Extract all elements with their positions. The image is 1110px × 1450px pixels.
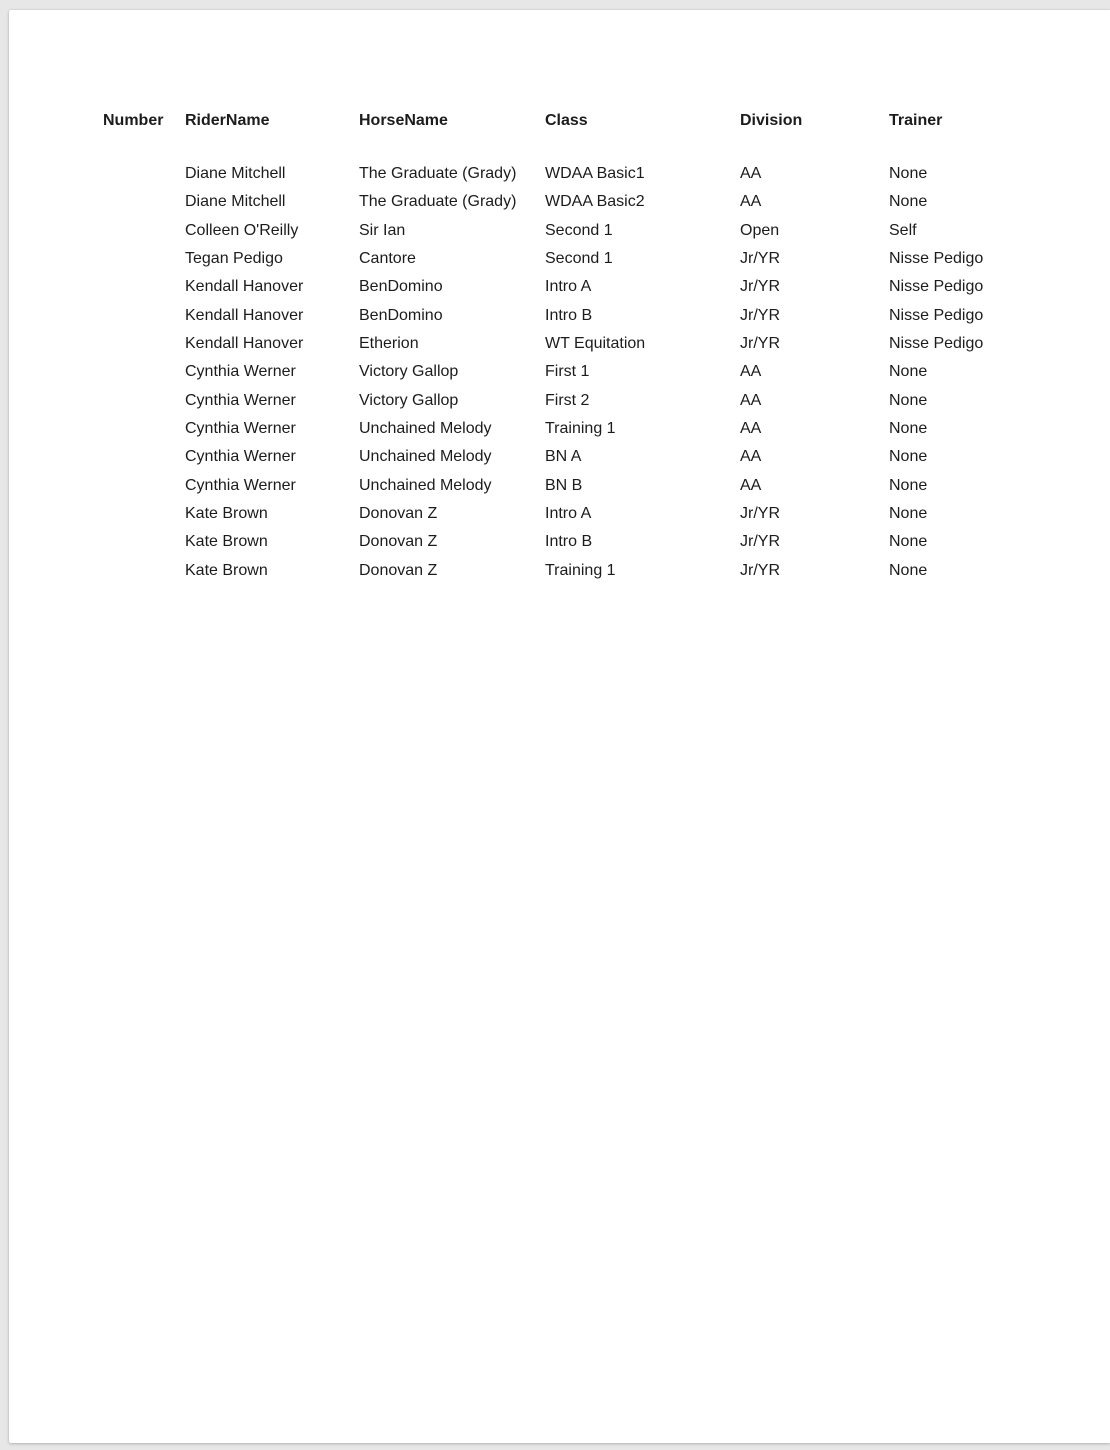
table-cell: None	[889, 165, 928, 182]
table-cell	[103, 245, 185, 273]
table-cell: AA	[740, 476, 762, 494]
table-cell: None	[889, 448, 928, 466]
table-cell: AA	[740, 165, 762, 182]
table-cell: BenDomino	[359, 306, 443, 324]
table-body	[9, 160, 1110, 585]
table-cell: Second 1	[545, 221, 613, 239]
table-cell: None	[889, 391, 928, 409]
table-cell: Unchained Melody	[359, 448, 492, 466]
table-cell	[103, 500, 185, 528]
table-cell: Cynthia Werner	[185, 448, 296, 466]
table-cell: Cynthia Werner	[185, 363, 296, 381]
table-cell: Intro A	[545, 278, 592, 296]
table-cell: Cynthia Werner	[185, 391, 296, 409]
document-page	[9, 10, 1110, 1443]
table-cell: Jr/YR	[740, 250, 780, 268]
table-row	[9, 160, 1110, 188]
table-cell: Jr/YR	[740, 505, 780, 523]
table-cell: WDAA Basic1	[545, 165, 645, 182]
table-row	[9, 387, 1110, 415]
table-cell: Nisse Pedigo	[889, 335, 984, 353]
table-cell	[103, 330, 185, 358]
table-cell: BN A	[545, 448, 582, 466]
table-cell: Self	[889, 221, 917, 239]
table-cell: Kate Brown	[185, 533, 268, 551]
table-cell: BenDomino	[359, 278, 443, 296]
table-cell: Donovan Z	[359, 533, 438, 551]
column-header: Trainer	[889, 112, 943, 129]
table-cell	[103, 472, 185, 500]
entries-table	[9, 107, 1110, 585]
table-cell	[103, 302, 185, 330]
table-row	[9, 188, 1110, 216]
table-cell: Tegan Pedigo	[185, 250, 283, 268]
table-row	[9, 500, 1110, 528]
table-cell	[103, 528, 185, 556]
table-cell: None	[889, 476, 928, 494]
table-cell: None	[889, 420, 928, 438]
table-cell	[103, 443, 185, 471]
table-cell: Victory Gallop	[359, 363, 459, 381]
table-row	[9, 528, 1110, 556]
table-cell: None	[889, 363, 928, 381]
table-cell: Kendall Hanover	[185, 306, 304, 324]
table-cell: Kate Brown	[185, 505, 268, 523]
table-cell: AA	[740, 448, 762, 466]
table-cell: Training 1	[545, 561, 616, 579]
table-cell: Diane Mitchell	[185, 165, 286, 182]
table-cell: Jr/YR	[740, 335, 780, 353]
table-cell: None	[889, 505, 928, 523]
table-cell: Intro B	[545, 306, 593, 324]
table-cell	[103, 217, 185, 245]
table-row	[9, 358, 1110, 386]
table-cell	[103, 358, 185, 386]
table-cell: Jr/YR	[740, 306, 780, 324]
table-cell: Cynthia Werner	[185, 476, 296, 494]
table-cell: Victory Gallop	[359, 391, 459, 409]
table-header-spacer	[9, 135, 1110, 160]
table-row	[9, 330, 1110, 358]
table-cell: Nisse Pedigo	[889, 278, 984, 296]
table-cell	[103, 415, 185, 443]
table-cell: None	[889, 533, 928, 551]
table-cell: Intro A	[545, 505, 592, 523]
table-cell: Unchained Melody	[359, 476, 492, 494]
table-cell: First 2	[545, 391, 590, 409]
table-cell: WT Equitation	[545, 335, 646, 353]
table-cell	[103, 387, 185, 415]
table-cell: AA	[740, 363, 762, 381]
table-cell: Etherion	[359, 335, 419, 353]
table-cell: The Graduate (Grady)	[359, 165, 517, 182]
table-cell: Cantore	[359, 250, 416, 268]
table-row	[9, 245, 1110, 273]
table-cell	[103, 273, 185, 301]
column-header: Class	[545, 112, 588, 129]
table-cell: Training 1	[545, 420, 616, 438]
table-cell: Second 1	[545, 250, 613, 268]
table-cell: Intro B	[545, 533, 593, 551]
table-cell: Diane Mitchell	[185, 193, 286, 211]
table-cell: Sir Ian	[359, 221, 406, 239]
table-cell: WDAA Basic2	[545, 193, 645, 211]
table-cell: Colleen O'Reilly	[185, 221, 299, 239]
table-cell: Donovan Z	[359, 561, 438, 579]
table-cell: Kate Brown	[185, 561, 268, 579]
column-header: Number	[103, 112, 164, 129]
table-cell: The Graduate (Grady)	[359, 193, 517, 211]
table-cell: Kendall Hanover	[185, 278, 304, 296]
table-row	[9, 217, 1110, 245]
column-header: Division	[740, 112, 803, 129]
table-cell: Nisse Pedigo	[889, 306, 984, 324]
column-header: HorseName	[359, 112, 448, 129]
table-cell: Nisse Pedigo	[889, 250, 984, 268]
table-row	[9, 472, 1110, 500]
table-header-row	[9, 107, 1110, 135]
table-cell: Jr/YR	[740, 278, 780, 296]
table-cell: Open	[740, 221, 780, 239]
table-cell: Unchained Melody	[359, 420, 492, 438]
table-row	[9, 443, 1110, 471]
table-row	[9, 415, 1110, 443]
table-cell: Jr/YR	[740, 561, 780, 579]
table-cell: BN B	[545, 476, 583, 494]
table-row	[9, 557, 1110, 585]
table-cell: Donovan Z	[359, 505, 438, 523]
column-header: RiderName	[185, 112, 270, 129]
table-cell: Kendall Hanover	[185, 335, 304, 353]
table-cell: AA	[740, 391, 762, 409]
table-cell: None	[889, 561, 928, 579]
table-cell	[103, 188, 185, 216]
table-cell: First 1	[545, 363, 590, 381]
table-cell	[103, 557, 185, 585]
table-cell: Jr/YR	[740, 533, 780, 551]
table-row	[9, 302, 1110, 330]
table-cell: AA	[740, 193, 762, 211]
table-cell: None	[889, 193, 928, 211]
table-cell: Cynthia Werner	[185, 420, 296, 438]
table-row	[9, 273, 1110, 301]
table-cell: AA	[740, 420, 762, 438]
table-cell	[103, 160, 185, 188]
